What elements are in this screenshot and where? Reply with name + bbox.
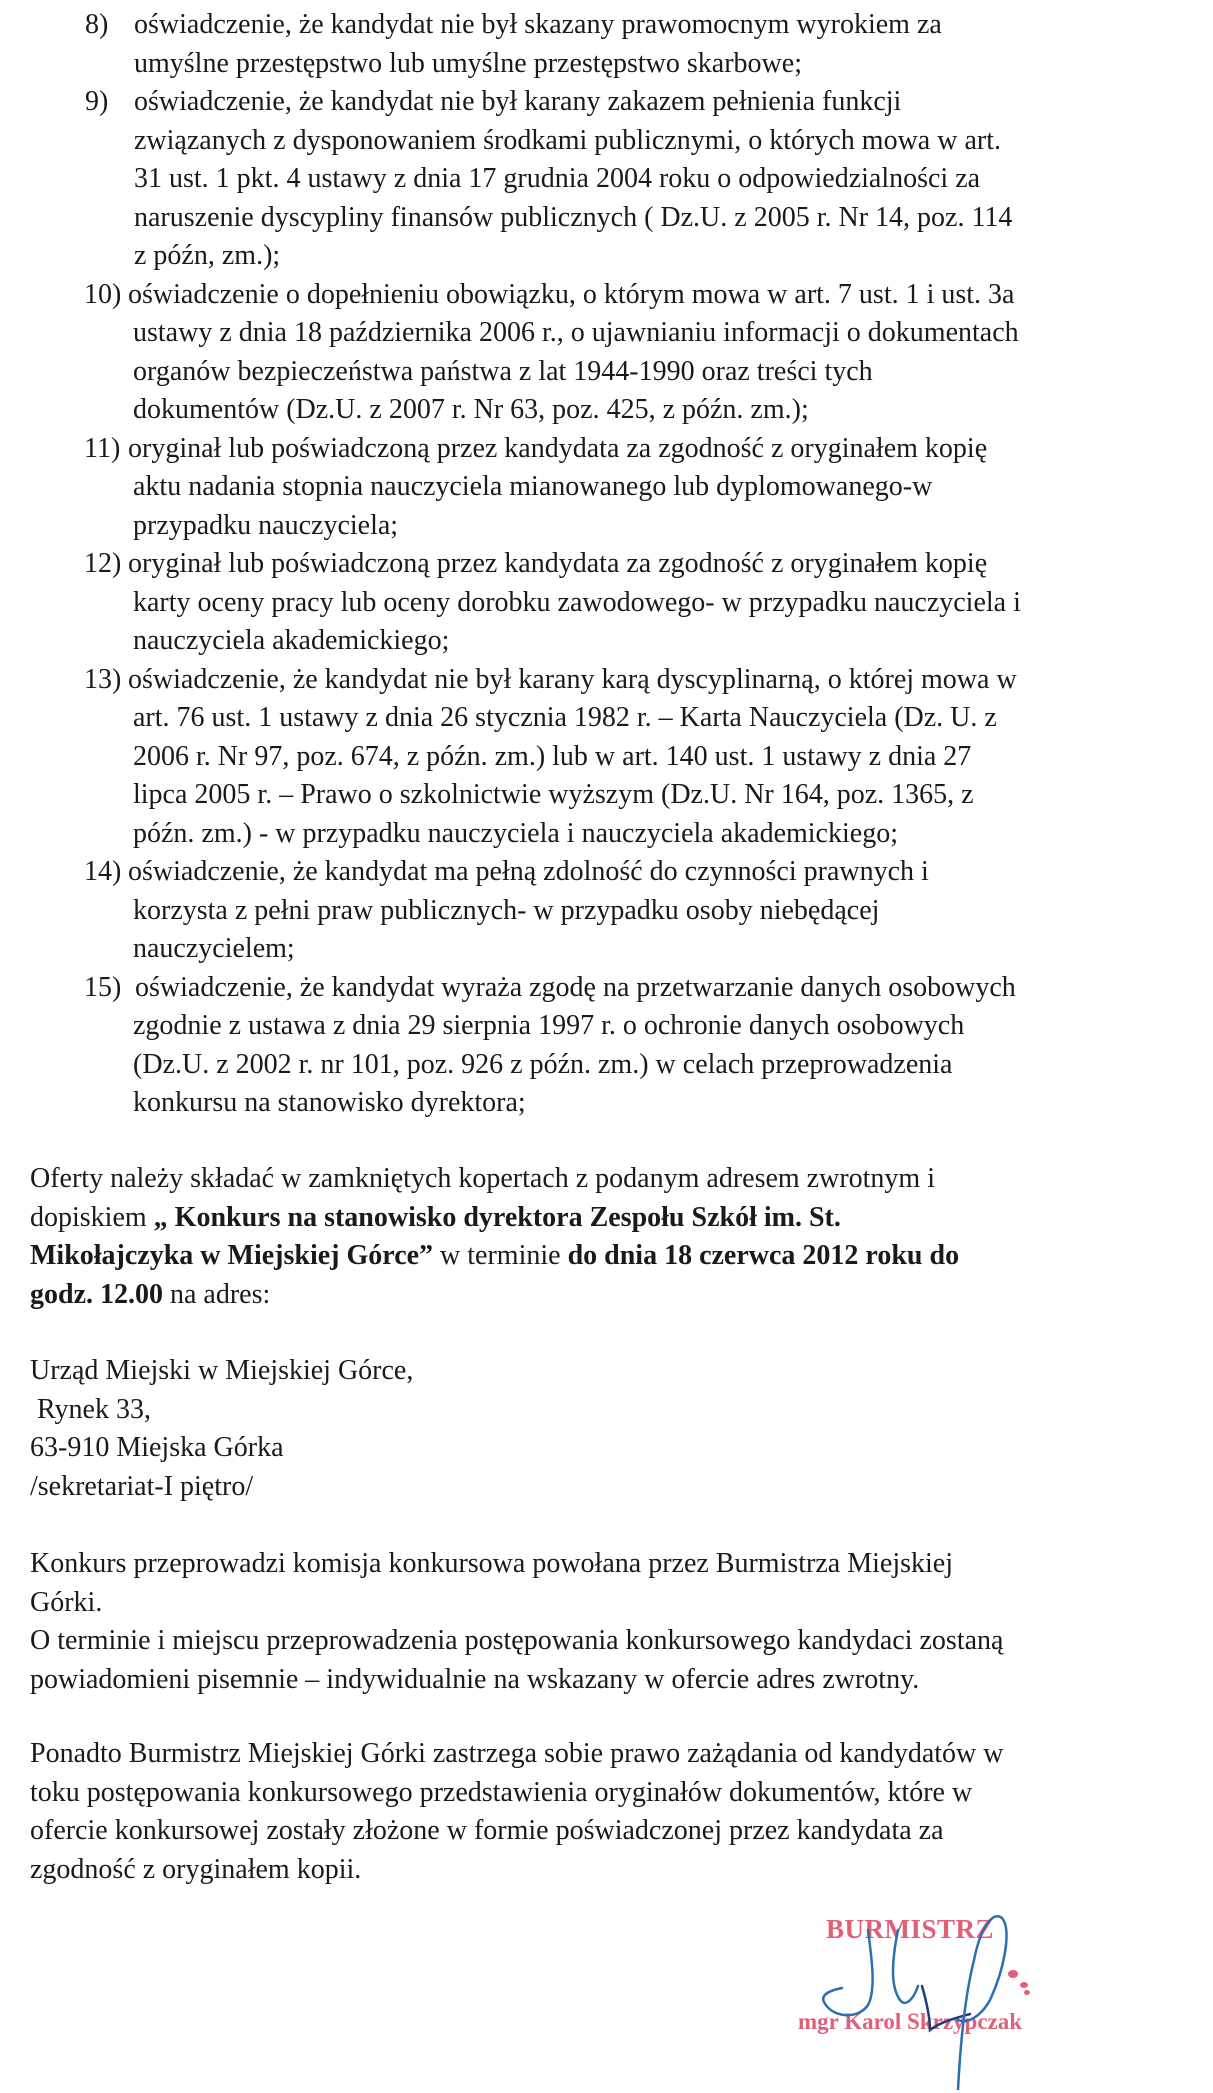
list-item [0, 969, 1213, 1123]
address-line: Urząd Miejski w Miejskiej Górce, [30, 1355, 414, 1386]
list-item-line: oryginał lub poświadczoną przez kandydata za zgodność z oryginałem kopię [128, 548, 988, 579]
list-item-line: przypadku nauczyciela; [133, 509, 399, 541]
mayor-stamp [780, 1890, 1120, 2090]
reservation-paragraph [30, 1735, 1200, 1889]
list-item-line: oświadczenie o dopełnieniu obowiązku, o którym mowa w art. 7 ust. 1 i ust. 3a [128, 278, 1015, 310]
list-item-line: 31 ust. 1 pkt. 4 ustawy z dnia 17 grudnia 2004 roku o odpowiedzialności za [134, 163, 981, 194]
address-line: 63-910 Miejska Górka [30, 1432, 284, 1463]
list-item-line: naruszenie dyscypliny finansów publicznych ( Dz.U. z 2005 r. Nr 14, poz. 114 [134, 201, 1013, 233]
list-item-number: 10) [84, 278, 122, 310]
deadline-bold: do dnia 18 czerwca 2012 roku do [567, 1240, 960, 1271]
address-line: /sekretariat-I piętro/ [30, 1470, 254, 1502]
committee-paragraph [30, 1545, 1200, 1699]
list-item-line: organów bezpieczeństwa państwa z lat 1944-1990 oraz treści tych [133, 355, 873, 387]
list-item-number: 12) [84, 548, 122, 579]
list-item [0, 430, 1213, 546]
list-item [0, 853, 1213, 969]
list-item-line: dokumentów (Dz.U. z 2007 r. Nr 63, poz. 425, z późn. zm.); [133, 394, 809, 425]
paragraph-line: Oferty należy składać w zamkniętych kopertach z podanym adresem zwrotnym i [30, 1163, 935, 1194]
list-item-line: art. 76 ust. 1 ustawy z dnia 26 stycznia 1982 r. – Karta Nauczyciela (Dz. U. z [133, 702, 997, 733]
address-block [30, 1352, 1200, 1506]
signature-stroke [893, 1930, 918, 2003]
paragraph-line: Konkurs przeprowadzi komisja konkursowa powołana przez Burmistrza Miejskiej [30, 1548, 953, 1579]
paragraph-line [30, 1199, 1200, 1238]
list-item-number: 8) [85, 9, 109, 40]
competition-title-bold: „ Konkurs na stanowisko dyrektora Zespołu Szkół im. St. [153, 1201, 841, 1233]
paragraph-line: Ponadto Burmistrz Miejskiej Górki zastrzega sobie prawo zażądania od kandydatów w [30, 1738, 1004, 1769]
list-item [0, 83, 1213, 276]
offer-paragraph [30, 1160, 1200, 1314]
address-line: Rynek 33, [30, 1393, 151, 1425]
list-item-number: 9) [85, 86, 109, 117]
signature-stroke [958, 1916, 1006, 2090]
list-item-line: (Dz.U. z 2002 r. nr 101, poz. 926 z późn. zm.) w celach przeprowadzenia [133, 1048, 953, 1080]
handwritten-signature [780, 1890, 1120, 2090]
paragraph-line: Górki. [30, 1586, 103, 1618]
list-item-line: aktu nadania stopnia nauczyciela mianowanego lub dyplomowanego-w [133, 471, 933, 502]
list-item-line: konkursu na stanowisko dyrektora; [133, 1087, 526, 1118]
list-item-line: karty oceny pracy lub oceny dorobku zawodowego- w przypadku nauczyciela i [133, 586, 1021, 618]
deadline-bold: godz. 12.00 [30, 1278, 163, 1310]
list-item-line: 2006 r. Nr 97, poz. 674, z późn. zm.) lub w art. 140 ust. 1 ustawy z dnia 27 [133, 740, 972, 772]
list-item-line: oryginał lub poświadczoną przez kandydata za zgodność z oryginałem kopię [128, 432, 988, 464]
paragraph-line: powiadomieni pisemnie – indywidualnie na wskazany w ofercie adres zwrotny. [30, 1663, 920, 1695]
text-normal: dopiskiem [30, 1201, 154, 1233]
paragraph-line: O terminie i miejscu przeprowadzenia postępowania konkursowego kandydaci zostaną [30, 1625, 1004, 1656]
text-normal: w terminie [433, 1240, 568, 1271]
list-item-line: zgodnie z ustawa z dnia 29 sierpnia 1997 r. o ochronie danych osobowych [133, 1010, 965, 1041]
paragraph-line: zgodność z oryginałem kopii. [30, 1853, 362, 1885]
signature-stroke [823, 1930, 872, 2015]
list-item-line: oświadczenie, że kandydat nie był karany karą dyscyplinarną, o której mowa w [128, 663, 1017, 695]
paragraph-line [30, 1237, 1200, 1276]
paragraph-line: toku postępowania konkursowego przedstawienia oryginałów dokumentów, które w [30, 1776, 973, 1808]
text-normal: na adres: [163, 1278, 271, 1310]
list-item-number: 14) [84, 856, 122, 887]
requirements-list [0, 6, 1213, 1123]
list-item-number: 15) [84, 971, 122, 1003]
list-item-line: lipca 2005 r. – Prawo o szkolnictwie wyższym (Dz.U. Nr 164, poz. 1365, z [133, 779, 974, 810]
list-item-line: ustawy z dnia 18 października 2006 r., o ujawnianiu informacji o dokumentach [133, 317, 1019, 348]
list-item [0, 661, 1213, 854]
list-item-number: 11) [84, 432, 121, 464]
list-item [0, 276, 1213, 430]
list-item-line: nauczycielem; [133, 933, 295, 964]
list-item-line: umyślne przestępstwo lub umyślne przestępstwo skarbowe; [134, 47, 802, 79]
list-item-line: oświadczenie, że kandydat wyraża zgodę na przetwarzanie danych osobowych [128, 971, 1016, 1003]
list-item-line: oświadczenie, że kandydat ma pełną zdolność do czynności prawnych i [128, 856, 929, 887]
list-item-line: nauczyciela akademickiego; [133, 625, 450, 656]
list-item-line: z późn, zm.); [134, 240, 281, 271]
stamp-title: BURMISTRZ [826, 1914, 995, 1944]
list-item [0, 6, 1213, 83]
list-item-line: późn. zm.) - w przypadku nauczyciela i nauczyciela akademickiego; [133, 817, 898, 849]
list-item [0, 545, 1213, 661]
competition-title-bold: Mikołajczyka w Miejskiej Górce” [30, 1240, 434, 1271]
paragraph-line [30, 1276, 1200, 1315]
list-item-line: oświadczenie, że kandydat nie był skazany prawomocnym wyrokiem za [134, 9, 942, 40]
paragraph-line: ofercie konkursowej zostały złożone w formie poświadczonej przez kandydata za [30, 1815, 944, 1846]
list-item-line: oświadczenie, że kandydat nie był karany zakazem pełnienia funkcji [134, 86, 902, 117]
list-item-line: związanych z dysponowaniem środkami publicznymi, o których mowa w art. [134, 124, 1001, 156]
stamp-name: mgr Karol Skrzypczak [798, 2009, 1023, 2034]
list-item-line: korzysta z pełni praw publicznych- w przypadku osoby niebędącej [133, 894, 880, 926]
list-item-number: 13) [84, 663, 122, 695]
